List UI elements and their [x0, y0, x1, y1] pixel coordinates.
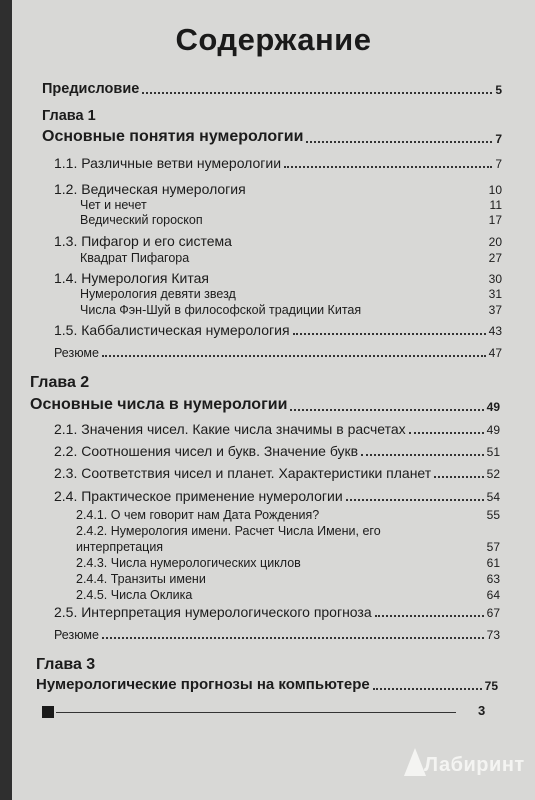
toc-entry: 1.1. Различные ветви нумерологии 7: [54, 155, 502, 171]
toc-entry: 2.5. Интерпретация нумерологического прогноза 67: [54, 604, 500, 620]
leader-dots: [142, 92, 492, 94]
chapter-2-label: Глава 2: [30, 374, 90, 391]
toc-summary: Резюме 73: [54, 628, 500, 642]
chapter-1-title: Основные понятия нумерологии 7: [42, 128, 502, 146]
page-title: Содержание: [175, 22, 372, 57]
leader-dots: [306, 141, 492, 143]
toc-subentry: 2.4.3. Числа нумерологических циклов 61: [76, 556, 500, 570]
toc-subentry: 2.4.2. Нумерология имени. Расчет Числа Имени, его: [76, 524, 381, 538]
toc-entry: 2.3. Соответствия чисел и планет. Характеристики планет 52: [54, 465, 500, 481]
toc-subentry: Квадрат Пифагора 27: [80, 251, 502, 265]
toc-entry: 1.2. Ведическая нумерология 10: [54, 181, 502, 197]
chapter-1-label: Глава 1: [42, 108, 96, 124]
chapter-3-title: Нумерологические прогнозы на компьютере 75: [36, 676, 498, 693]
toc-subentry: Нумерология девяти звезд 31: [80, 287, 502, 301]
toc-entry: 2.2. Соотношения чисел и букв. Значение букв 51: [54, 443, 500, 459]
toc-subentry: Ведический гороскоп 17: [80, 213, 502, 227]
footer-square-ornament: [42, 706, 54, 718]
chapter-2-title: Основные числа в нумерологии 49: [30, 396, 500, 414]
toc-subentry: 2.4.1. О чем говорит нам Дата Рождения? 55: [76, 508, 500, 522]
toc-subentry: 2.4.4. Транзиты имени 63: [76, 572, 500, 586]
toc-preface: Предисловие 5: [42, 81, 502, 97]
page-number: 3: [478, 703, 486, 718]
toc-entry: 1.5. Каббалистическая нумерология 43: [54, 322, 502, 338]
toc-entry: 2.4. Практическое применение нумерологии 54: [54, 488, 500, 504]
toc-subentry: интерпретация 57: [76, 540, 500, 554]
watermark-logo: Лабиринт: [424, 754, 525, 776]
labirint-logo-icon: [404, 748, 426, 776]
footer-rule: [56, 712, 456, 713]
toc-entry: 1.3. Пифагор и его система 20: [54, 233, 502, 249]
book-page: [12, 0, 535, 800]
toc-summary: Резюме 47: [54, 346, 502, 360]
chapter-3-label: Глава 3: [36, 656, 96, 673]
toc-subentry: Чет и нечет 11: [80, 198, 502, 212]
toc-entry: 1.4. Нумерология Китая 30: [54, 270, 502, 286]
toc-subentry: Числа Фэн-Шуй в философской традиции Китая 37: [80, 303, 502, 317]
toc-entry: 2.1. Значения чисел. Какие числа значимы в расчетах 49: [54, 421, 500, 437]
toc-subentry: 2.4.5. Числа Оклика 64: [76, 588, 500, 602]
